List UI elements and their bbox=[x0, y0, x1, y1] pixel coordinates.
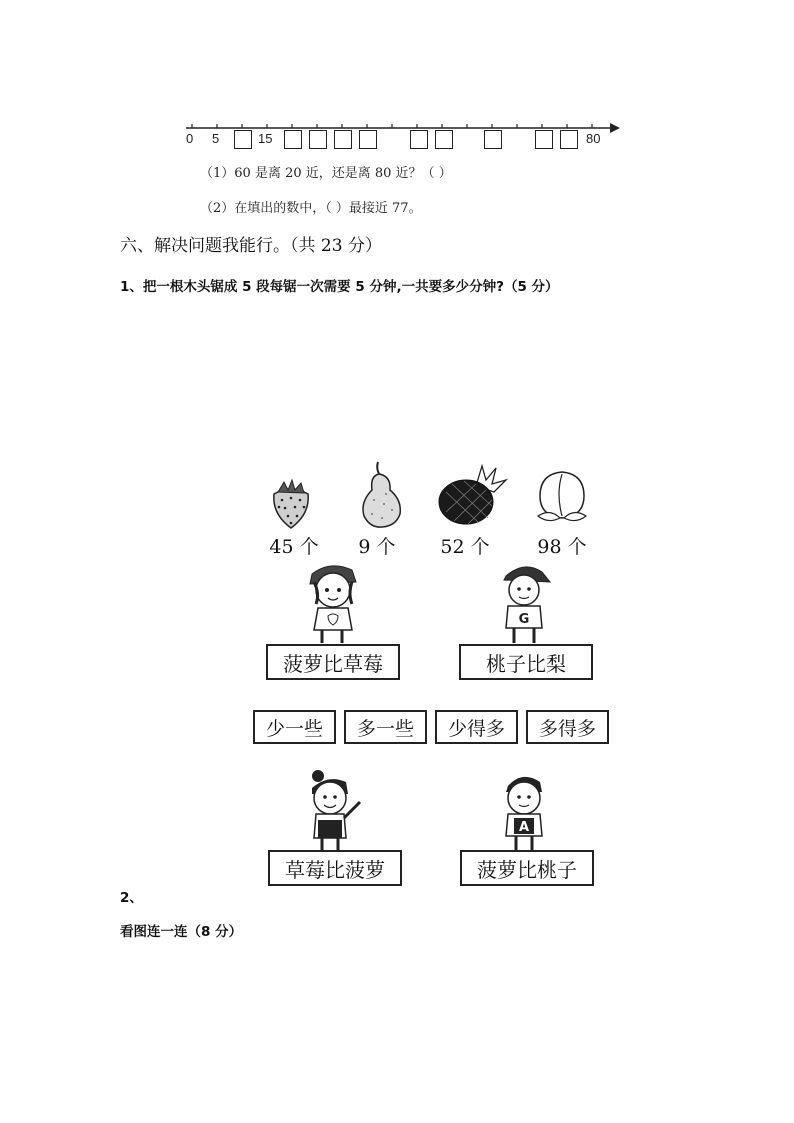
number-line-label-80: 80 bbox=[586, 131, 601, 146]
number-line-blank[interactable] bbox=[560, 130, 578, 149]
girl-pointing-character-icon bbox=[300, 768, 370, 852]
question-1: 1、把一根木头锯成 5 段每锯一次需要 5 分钟,一共要多少分钟?（5 分） bbox=[120, 279, 559, 295]
number-line-question-1: （1）60 是离 20 近，还是离 80 近？（ ） bbox=[200, 166, 452, 181]
boy-g-character-icon bbox=[494, 560, 558, 645]
question-2-number: 2、 bbox=[120, 890, 143, 906]
svg-text:A: A bbox=[518, 820, 530, 835]
option-box-slightly-more[interactable]: 多一些 bbox=[344, 710, 427, 744]
number-line-blank[interactable] bbox=[309, 130, 327, 149]
number-line-blank[interactable] bbox=[234, 130, 252, 149]
number-line-blank[interactable] bbox=[484, 130, 502, 149]
option-box-slightly-less[interactable]: 少一些 bbox=[253, 710, 336, 744]
number-line-blank[interactable] bbox=[334, 130, 352, 149]
option-box-much-less[interactable]: 少得多 bbox=[435, 710, 518, 744]
number-line-label-5: 5 bbox=[212, 131, 220, 146]
boy-a-character-icon bbox=[494, 768, 558, 852]
number-line-blank[interactable] bbox=[359, 130, 377, 149]
number-line-blank[interactable] bbox=[284, 130, 302, 149]
fruit-count-pear: 9 个 bbox=[358, 536, 396, 558]
pineapple-icon bbox=[436, 462, 508, 528]
fruit-count-pineapple: 52 个 bbox=[440, 536, 490, 558]
peach-icon bbox=[530, 466, 594, 526]
comparison-box-pineapple-vs-strawberry[interactable]: 菠萝比草莓 bbox=[266, 644, 400, 680]
fruit-count-peach: 98 个 bbox=[537, 536, 587, 558]
svg-text:G: G bbox=[518, 612, 530, 627]
number-line-label-15: 15 bbox=[258, 131, 273, 146]
question-2-text: 看图连一连（8 分） bbox=[120, 924, 243, 940]
number-line-blank[interactable] bbox=[535, 130, 553, 149]
comparison-box-strawberry-vs-pineapple[interactable]: 草莓比菠萝 bbox=[268, 850, 402, 886]
pear-icon bbox=[356, 460, 406, 530]
number-line-question-2: （2）在填出的数中，（ ）最接近 77。 bbox=[200, 201, 422, 216]
number-line-blank[interactable] bbox=[435, 130, 453, 149]
number-line-blank[interactable] bbox=[410, 130, 428, 149]
girl-character-icon bbox=[300, 560, 370, 645]
comparison-box-peach-vs-pear[interactable]: 桃子比梨 bbox=[459, 644, 593, 680]
number-line-label-0: 0 bbox=[186, 131, 194, 146]
comparison-box-pineapple-vs-peach[interactable]: 菠萝比桃子 bbox=[460, 850, 594, 886]
strawberry-icon bbox=[266, 474, 316, 532]
fruit-count-strawberry: 45 个 bbox=[269, 536, 319, 558]
section-title: 六、解决问题我能行。（共 23 分） bbox=[120, 236, 382, 256]
option-box-much-more[interactable]: 多得多 bbox=[526, 710, 609, 744]
